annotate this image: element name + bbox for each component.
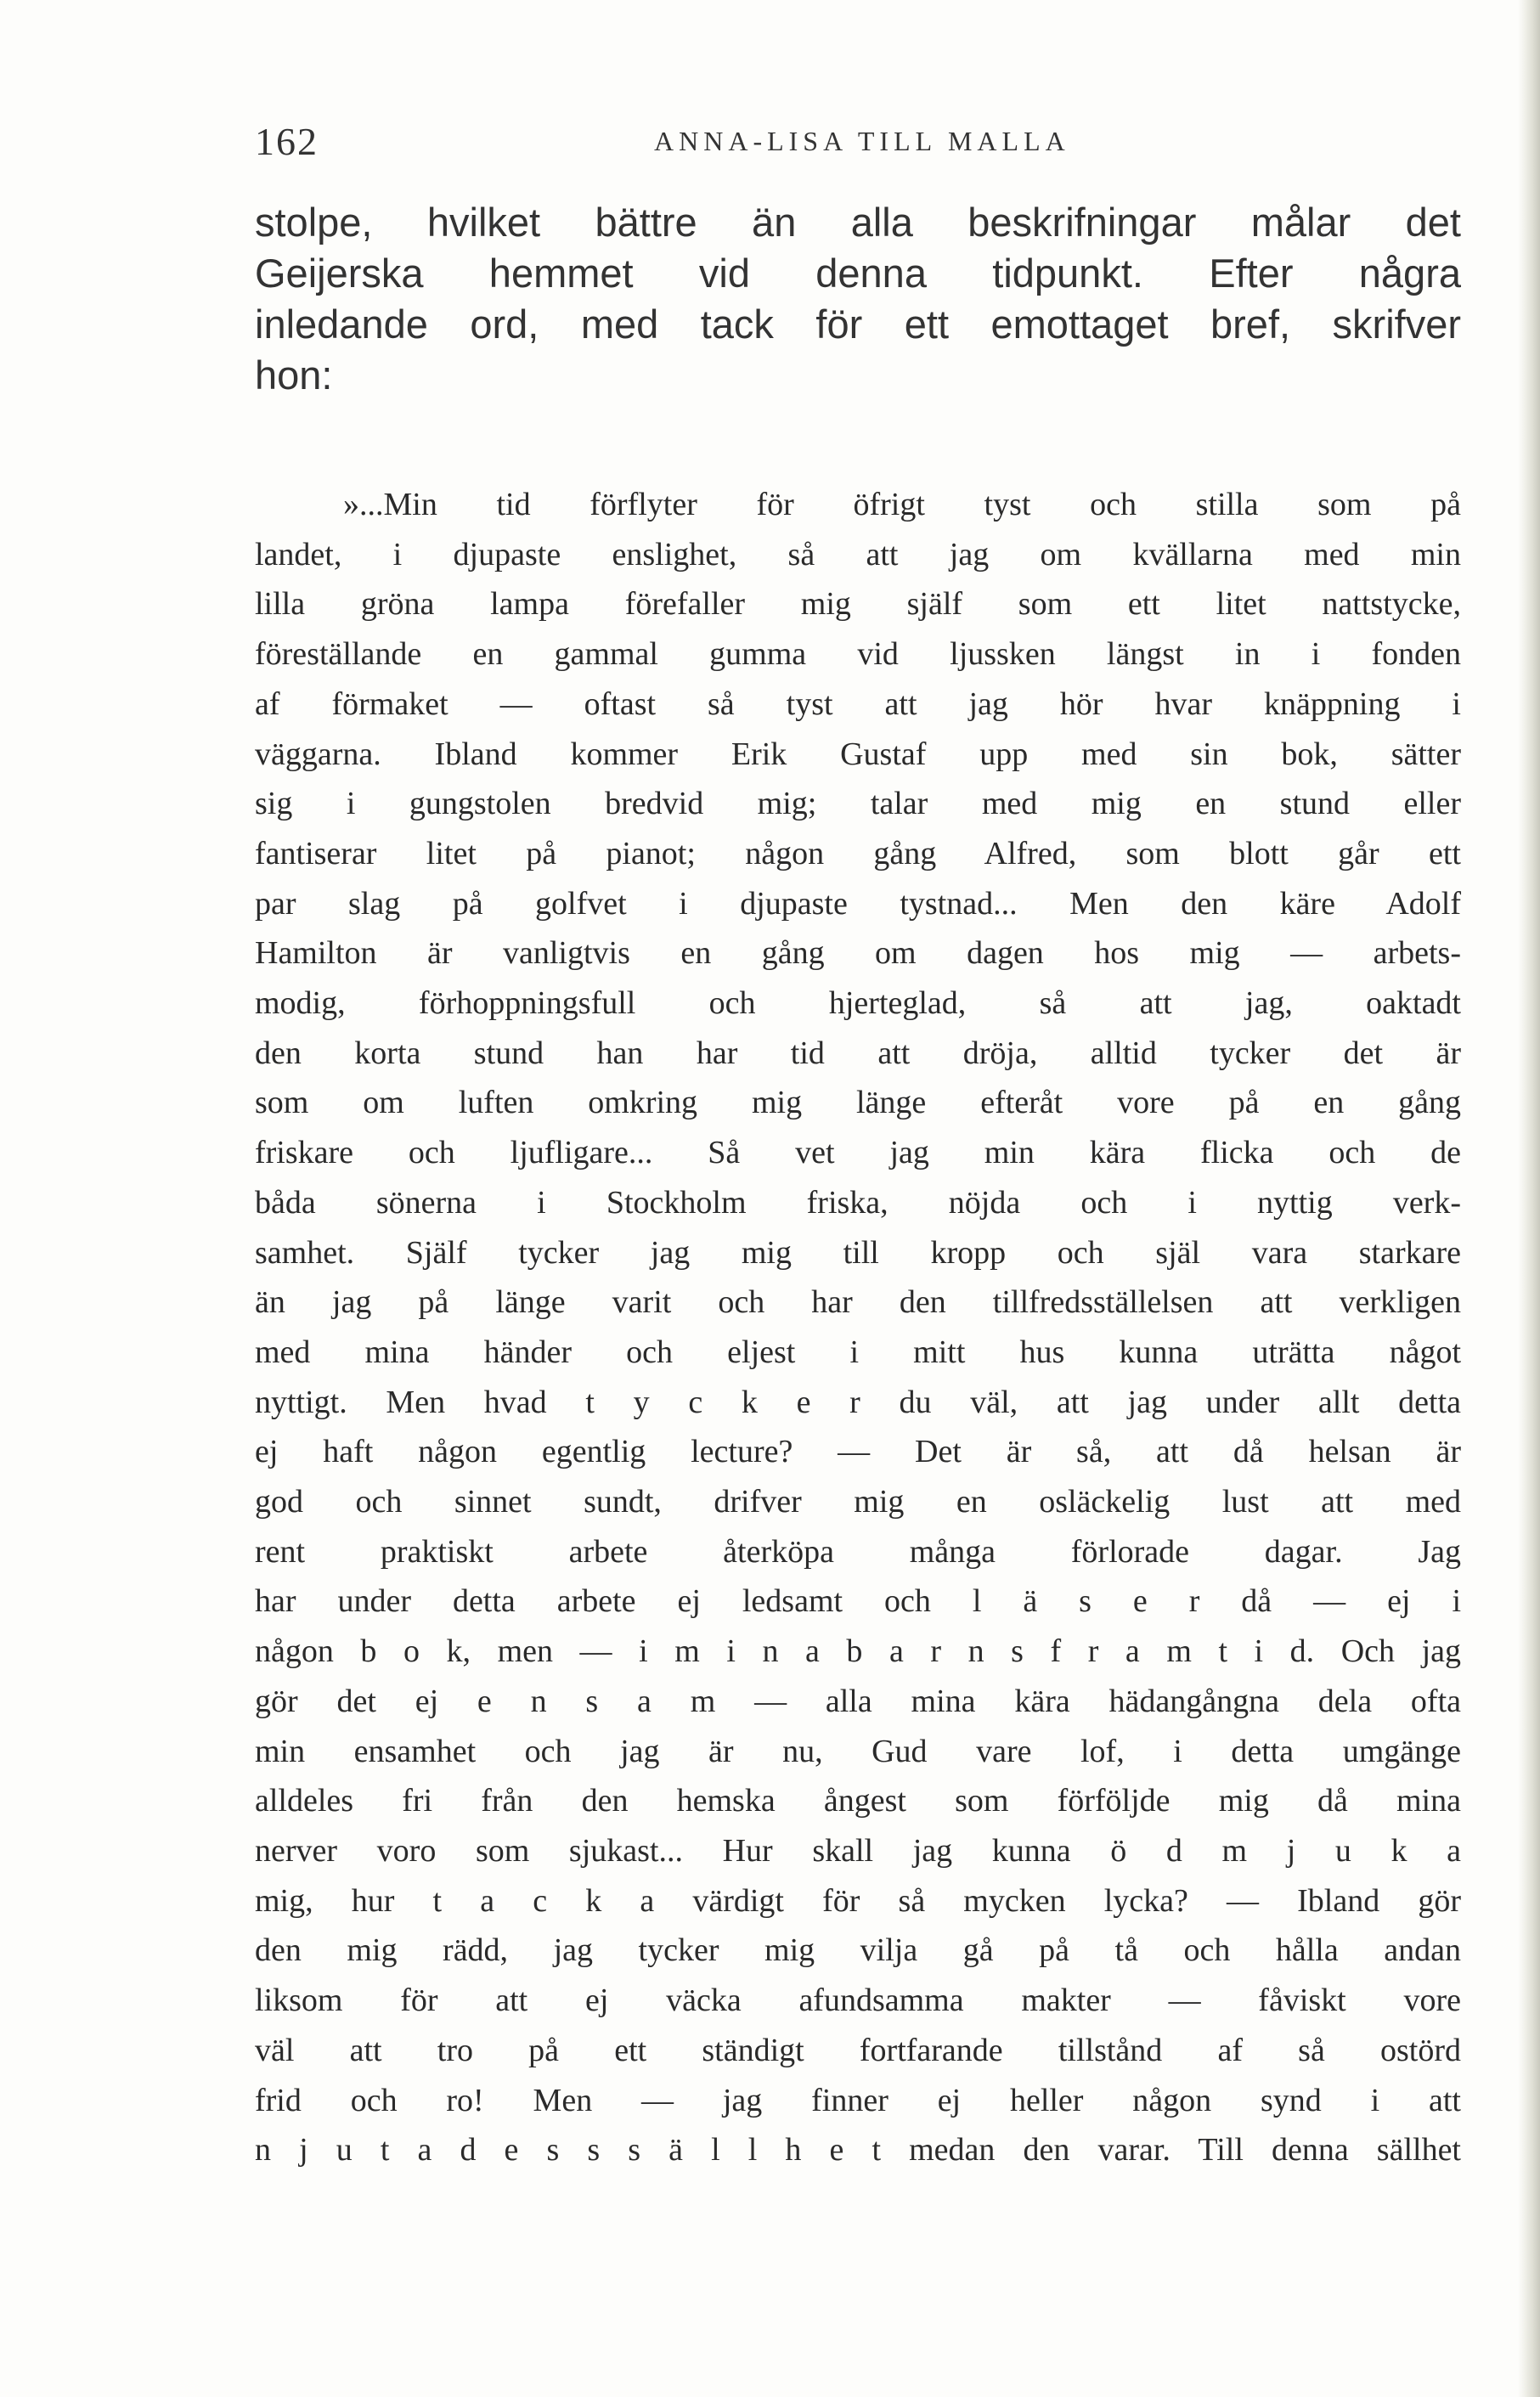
text-line: har under detta arbete ej ledsamt och l ä s e r då — ej i [255,1583,1461,1620]
text-line: båda sönerna i Stockholm friska, nöjda och i nyttig verk- [255,1184,1461,1221]
text-line: friskare och ljufligare... Så vet jag min kära flicka och de [255,1135,1461,1171]
text-line: mig, hur t a c k a värdigt för så mycken lycka? — Ibland gör [255,1882,1461,1919]
text-line: stolpe, hvilket bättre än alla beskrifningar målar det [255,200,1461,245]
text-line: samhet. Själf tycker jag mig till kropp och själ vara starkare [255,1234,1461,1271]
text-line: än jag på länge varit och har den tillfredsställelsen att verkligen [255,1284,1461,1321]
text-line: Hamilton är vanligtvis en gång om dagen hos mig — arbets- [255,935,1461,972]
text-line: hon: [255,352,333,398]
text-line: god och sinnet sundt, drifver mig en osläckelig lust att med [255,1484,1461,1520]
text-line: »...Min tid förflyter för öfrigt tyst och stilla som på [343,487,1461,522]
text-line: par slag på golfvet i djupaste tystnad... Men den käre Adolf [255,885,1461,922]
text-line: väl att tro på ett ständigt fortfarande tillstånd af så ostörd [255,2032,1461,2068]
running-title: ANNA-LISA TILL MALLA [654,126,1070,156]
text-line: den korta stund han har tid att dröja, alltid tycker det är [255,1035,1461,1071]
text-line: nerver voro som sjukast... Hur skall jag kunna ö d m j u k a [255,1832,1461,1869]
text-line: inledande ord, med tack för ett emottaget bref, skrifver [255,302,1461,347]
text-line: väggarna. Ibland kommer Erik Gustaf upp med sin bok, sätter [255,736,1461,772]
text-line: sig i gungstolen bredvid mig; talar med mig en stund eller [255,786,1461,822]
page-number: 162 [255,120,319,163]
text-line: landet, i djupaste enslighet, så att jag om kvällarna med min [255,536,1461,572]
page-edge-shadow [1518,0,1540,2397]
intro-paragraph [255,197,1461,401]
text-line: gör det ej e n s a m — alla mina kära hädangångna dela ofta [255,1683,1461,1719]
text-line: min ensamhet och jag är nu, Gud vare lof, i detta umgänge [255,1733,1461,1769]
text-line: lilla gröna lampa förefaller mig själf som ett litet nattstycke, [255,586,1461,623]
text-line: n j u t a d e s s s ä l l h e t medan den varar. Till denna sällhet [255,2132,1461,2169]
text-line: Geijerska hemmet vid denna tidpunkt. Efter några [255,251,1461,296]
text-line: med mina händer och eljest i mitt hus kunna uträtta något [255,1334,1461,1370]
text-line: nyttigt. Men hvad t y c k e r du väl, att jag under allt detta [255,1384,1461,1420]
text-line: alldeles fri från den hemska ångest som förföljde mig då mina [255,1783,1461,1819]
text-line: någon b o k, men — i m i n a b a r n s f r a m t i d. Och jag [255,1633,1461,1670]
text-line: som om luften omkring mig länge efteråt vore på en gång [255,1085,1461,1121]
text-line: fantiserar litet på pianot; någon gång Alfred, som blott går ett [255,835,1461,871]
text-line: rent praktiskt arbete återköpa många förlorade dagar. Jag [255,1533,1461,1570]
text-line: af förmaket — oftast så tyst att jag hör hvar knäppning i [255,685,1461,722]
text-line: föreställande en gammal gumma vid ljussken längst in i fonden [255,636,1461,673]
text-line: ej haft någon egentlig lecture? — Det är så, att då helsan är [255,1434,1461,1470]
text-line: modig, förhoppningsfull och hjerteglad, så att jag, oaktadt [255,985,1461,1022]
letter-quote [255,480,1461,2175]
text-line: frid och ro! Men — jag finner ej heller någon synd i att [255,2082,1461,2118]
text-line: liksom för att ej väcka afundsamma makter — fåviskt vore [255,1982,1461,2019]
running-header [255,119,1461,170]
text-line: den mig rädd, jag tycker mig vilja gå på tå och hålla andan [255,1932,1461,1969]
